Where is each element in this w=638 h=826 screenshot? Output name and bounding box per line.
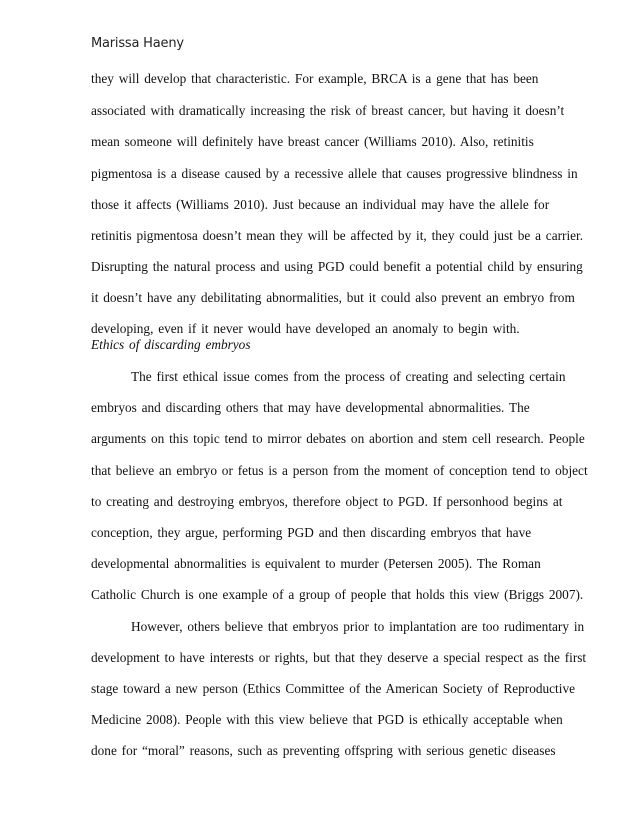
paragraph-line: that believe an embryo or fetus is a person from the moment of conception tend to object bbox=[91, 463, 588, 478]
paragraph-line: The first ethical issue comes from the process of creating and selecting certain bbox=[131, 369, 566, 384]
paragraph-line: Medicine 2008). People with this view believe that PGD is ethically acceptable when bbox=[91, 712, 563, 727]
paragraph-line: they will develop that characteristic. For example, BRCA is a gene that has been bbox=[91, 71, 539, 86]
paragraph-line: Disrupting the natural process and using PGD could benefit a potential child by ensuring bbox=[91, 259, 583, 274]
paragraph-line: developmental abnormalities is equivalent to murder (Petersen 2005). The Roman bbox=[91, 556, 541, 571]
paragraph-line: stage toward a new person (Ethics Committee of the American Society of Reproductive bbox=[91, 681, 575, 696]
paragraph-line: retinitis pigmentosa doesn’t mean they will be affected by it, they could just be a carrier. bbox=[91, 228, 584, 243]
paragraph-line: developing, even if it never would have developed an anomaly to begin with. bbox=[91, 321, 520, 336]
page-header-author: Marissa Haeny bbox=[91, 36, 184, 51]
paragraph-line: associated with dramatically increasing the risk of breast cancer, but having it doesn’t bbox=[91, 103, 565, 118]
paragraph-line: pigmentosa is a disease caused by a recessive allele that causes progressive blindness in bbox=[91, 166, 578, 181]
paragraph-line: However, others believe that embryos prior to implantation are too rudimentary in bbox=[131, 619, 585, 634]
paragraph-line: done for “moral” reasons, such as preventing offspring with serious genetic diseases bbox=[91, 743, 556, 758]
paragraph-line: to creating and destroying embryos, therefore object to PGD. If personhood begins at bbox=[91, 494, 563, 509]
paragraph-line: conception, they argue, performing PGD and then discarding embryos that have bbox=[91, 525, 532, 540]
paragraph-line: embryos and discarding others that may have developmental abnormalities. The bbox=[91, 400, 530, 415]
paragraph-line: development to have interests or rights, but that they deserve a special respect as the first bbox=[91, 650, 587, 665]
paragraph-line: arguments on this topic tend to mirror debates on abortion and stem cell research. People bbox=[91, 431, 585, 446]
paragraph-line: Catholic Church is one example of a group of people that holds this view (Briggs 2007). bbox=[91, 587, 584, 602]
paragraph-line: mean someone will definitely have breast cancer (Williams 2010). Also, retinitis bbox=[91, 134, 534, 149]
paragraph-line: those it affects (Williams 2010). Just because an individual may have the allele for bbox=[91, 197, 550, 212]
section-heading: Ethics of discarding embryos bbox=[91, 337, 251, 352]
paragraph-line: it doesn’t have any debilitating abnormalities, but it could also prevent an embryo from bbox=[91, 290, 575, 305]
